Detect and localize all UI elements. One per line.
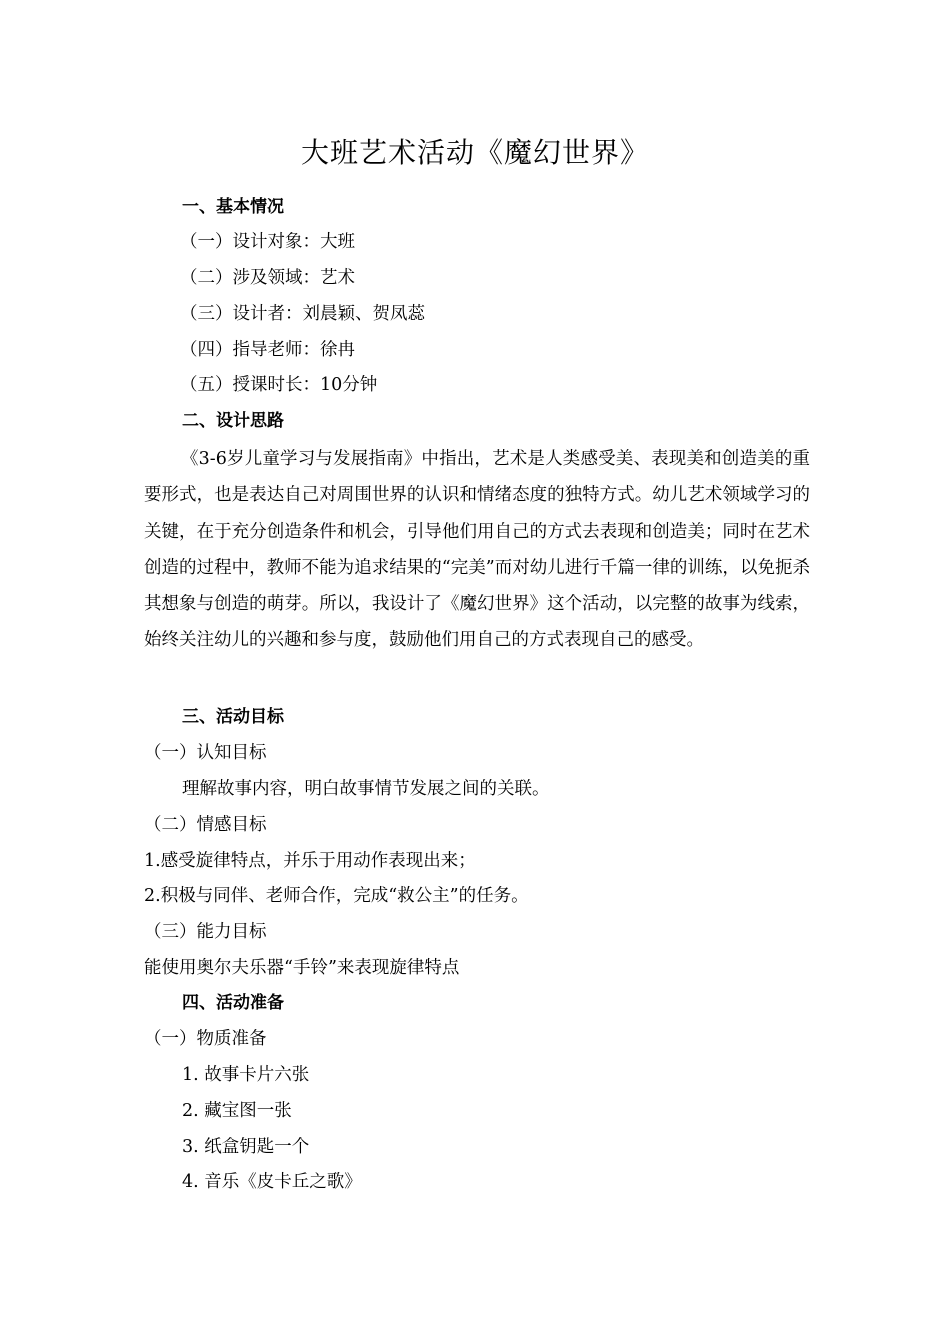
basic-info-item: （三）设计者：刘晨颖、贺凤蕊 bbox=[180, 304, 425, 324]
section-heading-preparation: 四、活动准备 bbox=[182, 993, 284, 1013]
section-heading-goals: 三、活动目标 bbox=[182, 707, 284, 727]
basic-info-item: （五）授课时长：10分钟 bbox=[180, 375, 378, 395]
basic-info-item: （四）指导老师：徐冉 bbox=[180, 340, 355, 360]
goal-emotional-item: 1.感受旋律特点，并乐于用动作表现出来； bbox=[144, 851, 476, 871]
material-list-item: 4. 音乐《皮卡丘之歌》 bbox=[182, 1172, 362, 1192]
goal-cognitive-text: 理解故事内容，明白故事情节发展之间的关联。 bbox=[182, 779, 550, 799]
goal-emotional-item: 2.积极与同伴、老师合作，完成“救公主”的任务。 bbox=[144, 886, 529, 906]
goal-subheading-cognitive: （一）认知目标 bbox=[144, 743, 267, 763]
material-list-item: 2. 藏宝图一张 bbox=[182, 1101, 292, 1121]
preparation-subheading-material: （一）物质准备 bbox=[144, 1029, 267, 1049]
material-list-item: 3. 纸盒钥匙一个 bbox=[182, 1137, 310, 1157]
section-heading-basic-info: 一、基本情况 bbox=[182, 197, 284, 217]
document-title: 大班艺术活动《魔幻世界》 bbox=[300, 136, 649, 169]
goal-subheading-emotional: （二）情感目标 bbox=[144, 815, 267, 835]
goal-ability-text: 能使用奥尔夫乐器“手铃”来表现旋律特点 bbox=[144, 958, 460, 978]
basic-info-item: （二）涉及领域：艺术 bbox=[180, 268, 355, 288]
goal-subheading-ability: （三）能力目标 bbox=[144, 922, 267, 942]
basic-info-item: （一）设计对象：大班 bbox=[180, 232, 355, 252]
material-list-item: 1. 故事卡片六张 bbox=[182, 1065, 310, 1085]
design-idea-paragraph: 《3-6岁儿童学习与发展指南》中指出，艺术是人类感受美、表现美和创造美的重要形式，也是表达自己对周围世界的认识和情绪态度的独特方式。幼儿艺术领域学习的关键，在于充分创造条件和机会，引导他们用自己的方式去表现和创造美；同时在艺术创造的过程中，教师不能为追求结果的“完美”而对幼儿进行千篇一律的训练，以免扼杀其想象与创造的萌芽。所以，我设计了《魔幻世界》这个活动，以完整的故事为线索，始终关注幼儿的兴趣和参与度，鼓励他们用自己的方式表现自己的感受。 bbox=[144, 449, 810, 651]
section-heading-design-idea: 二、设计思路 bbox=[182, 411, 284, 431]
